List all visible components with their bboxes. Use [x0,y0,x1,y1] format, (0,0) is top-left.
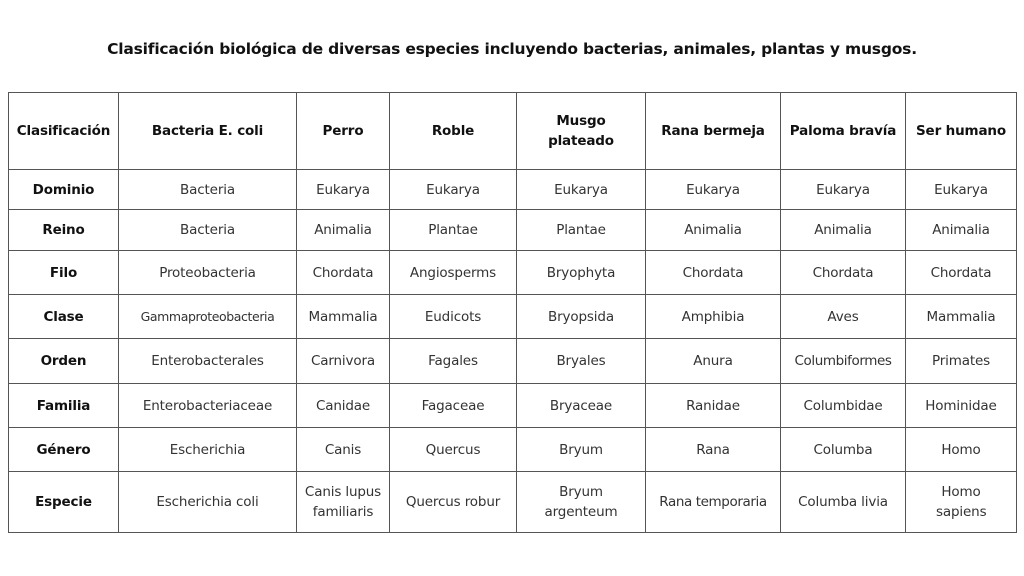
table-cell: Bryopsida [517,295,646,339]
table-cell: Bacteria [119,210,297,251]
table-cell: Chordata [781,251,906,295]
table-cell: Homo [906,428,1017,472]
table-cell: Eukarya [781,170,906,210]
table-row [9,170,1017,210]
table-row [9,472,1017,533]
table-row [9,428,1017,472]
row-label: Orden [9,339,119,384]
table-cell: Eudicots [390,295,517,339]
page-title: Clasificación biológica de diversas especies incluyendo bacterias, animales, plantas y musgos. [107,40,917,58]
table-row [9,295,1017,339]
table-cell: Bryum argenteum [517,472,646,533]
table-cell: Eukarya [906,170,1017,210]
column-header: Ser humano [906,93,1017,170]
table-cell: Animalia [906,210,1017,251]
table-cell: Mammalia [297,295,390,339]
table-cell: Hominidae [906,384,1017,428]
table-row [9,339,1017,384]
table-cell: Animalia [781,210,906,251]
table-cell: Plantae [390,210,517,251]
table-cell: Homo sapiens [906,472,1017,533]
column-header: Rana bermeja [646,93,781,170]
table-cell: Eukarya [390,170,517,210]
table-cell: Rana temporaria [646,472,781,533]
table-cell: Chordata [646,251,781,295]
table-cell: Bacteria [119,170,297,210]
row-label: Dominio [9,170,119,210]
table-cell: Quercus robur [390,472,517,533]
column-header: Bacteria E. coli [119,93,297,170]
table-cell: Fagaceae [390,384,517,428]
table-cell: Eukarya [297,170,390,210]
table-cell: Primates [906,339,1017,384]
table-cell: Carnivora [297,339,390,384]
table-cell: Enterobacterales [119,339,297,384]
table-cell: Canis lupus familiaris [297,472,390,533]
table-cell: Columba [781,428,906,472]
classification-table [8,92,1017,533]
table-cell: Quercus [390,428,517,472]
row-label: Género [9,428,119,472]
table-cell: Chordata [906,251,1017,295]
table-cell: Amphibia [646,295,781,339]
table-cell: Columbidae [781,384,906,428]
table-cell: Eukarya [517,170,646,210]
table-cell: Plantae [517,210,646,251]
row-label: Familia [9,384,119,428]
table-cell: Gammaproteobacteria [119,295,297,339]
table-cell: Bryum [517,428,646,472]
table-cell: Ranidae [646,384,781,428]
table-cell: Bryophyta [517,251,646,295]
header-row [9,93,1017,170]
table-row [9,384,1017,428]
table-cell: Animalia [646,210,781,251]
table-cell: Anura [646,339,781,384]
table-cell: Chordata [297,251,390,295]
table-cell: Columba livia [781,472,906,533]
column-header: Perro [297,93,390,170]
column-header: Roble [390,93,517,170]
table-cell: Angiosperms [390,251,517,295]
table-cell: Bryaceae [517,384,646,428]
column-header: Musgo plateado [517,93,646,170]
row-label: Especie [9,472,119,533]
table-cell: Columbiformes [781,339,906,384]
table-cell: Animalia [297,210,390,251]
row-label: Clase [9,295,119,339]
column-header: Clasificación [9,93,119,170]
table-cell: Bryales [517,339,646,384]
table-cell: Enterobacteriaceae [119,384,297,428]
table-cell: Rana [646,428,781,472]
column-header: Paloma bravía [781,93,906,170]
table-row [9,251,1017,295]
table-cell: Aves [781,295,906,339]
table-cell: Canis [297,428,390,472]
table-row [9,210,1017,251]
table-cell: Fagales [390,339,517,384]
table-cell: Eukarya [646,170,781,210]
table-cell: Proteobacteria [119,251,297,295]
table-cell: Escherichia coli [119,472,297,533]
table-cell: Escherichia [119,428,297,472]
table-cell: Mammalia [906,295,1017,339]
table-cell: Canidae [297,384,390,428]
row-label: Reino [9,210,119,251]
row-label: Filo [9,251,119,295]
